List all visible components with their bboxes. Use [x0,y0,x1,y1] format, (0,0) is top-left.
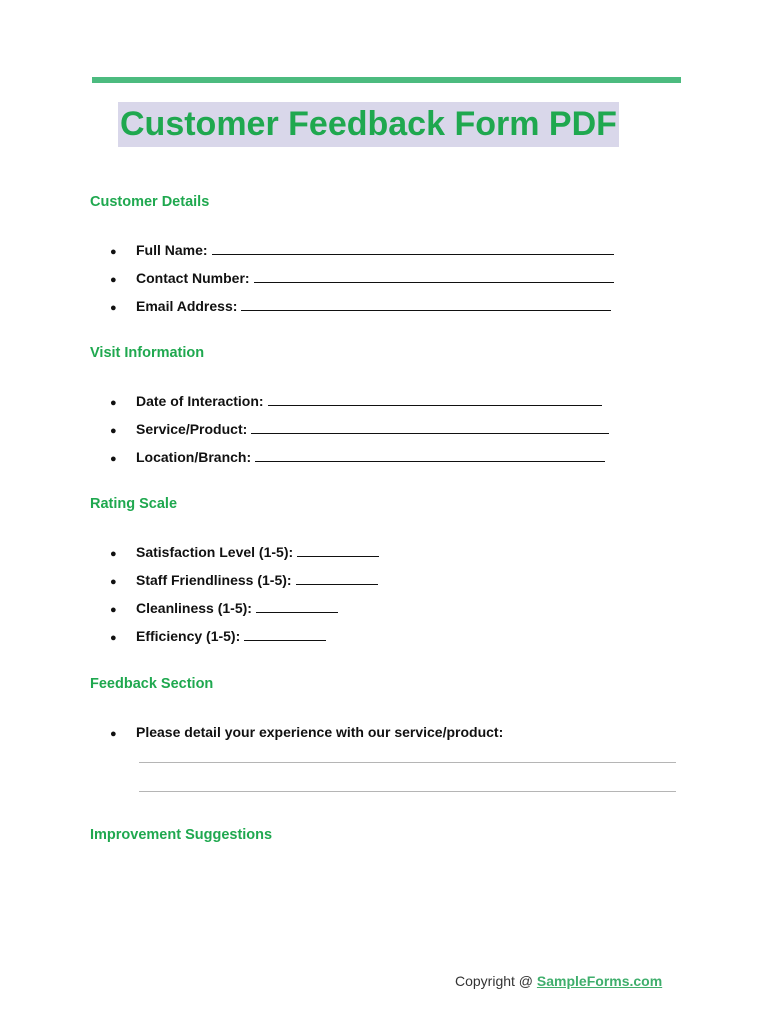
list-item [110,447,605,467]
section-heading-visit-information: Visit Information [90,345,205,361]
field-label-staff-friendliness: Staff Friendliness (1-5): [136,572,292,588]
service-product-blank[interactable] [251,420,609,434]
field-label-experience: Please detail your experience with our service/product: [136,724,504,740]
top-accent-rule [92,77,681,83]
sampleforms-link[interactable]: SampleForms.com [536,973,663,989]
section-heading-feedback-section: Feedback Section [90,676,214,692]
list-item [110,598,338,618]
staff-friendliness-blank[interactable] [296,571,378,585]
contact-number-blank[interactable] [254,269,614,283]
list-item [110,419,609,439]
copyright-text: Copyright @ [455,973,537,989]
feedback-answer-line-2[interactable] [139,791,676,792]
field-label-location-branch: Location/Branch: [136,449,252,465]
section-heading-improvement-suggestions: Improvement Suggestions [90,827,273,843]
field-label-efficiency: Efficiency (1-5): [136,628,241,644]
email-address-blank[interactable] [241,297,611,311]
bullet-icon: ● [110,728,117,740]
copyright-footer [455,973,662,989]
list-item [110,240,614,260]
bullet-icon: ● [110,576,117,588]
section-heading-rating-scale: Rating Scale [90,496,178,512]
field-label-full-name: Full Name: [136,242,208,258]
bullet-icon: ● [110,302,117,314]
efficiency-blank[interactable] [244,627,326,641]
list-item [110,722,503,742]
field-label-service-product: Service/Product: [136,421,248,437]
date-of-interaction-blank[interactable] [268,392,602,406]
section-heading-customer-details: Customer Details [90,194,210,210]
field-label-date-of-interaction: Date of Interaction: [136,393,264,409]
field-label-contact-number: Contact Number: [136,270,250,286]
full-name-blank[interactable] [212,241,614,255]
page-title: Customer Feedback Form PDF [120,105,617,143]
list-item [110,391,602,411]
bullet-icon: ● [110,453,117,465]
list-item [110,542,379,562]
bullet-icon: ● [110,246,117,258]
list-item [110,570,378,590]
list-item [110,626,326,646]
satisfaction-level-blank[interactable] [297,543,379,557]
bullet-icon: ● [110,274,117,286]
bullet-icon: ● [110,604,117,616]
list-item [110,296,611,316]
field-label-email-address: Email Address: [136,298,238,314]
bullet-icon: ● [110,425,117,437]
field-label-cleanliness: Cleanliness (1-5): [136,600,252,616]
bullet-icon: ● [110,632,117,644]
feedback-answer-line-1[interactable] [139,762,676,763]
title-highlight [118,102,619,147]
list-item [110,268,614,288]
field-label-satisfaction-level: Satisfaction Level (1-5): [136,544,294,560]
location-branch-blank[interactable] [255,448,605,462]
bullet-icon: ● [110,548,117,560]
cleanliness-blank[interactable] [256,599,338,613]
bullet-icon: ● [110,397,117,409]
